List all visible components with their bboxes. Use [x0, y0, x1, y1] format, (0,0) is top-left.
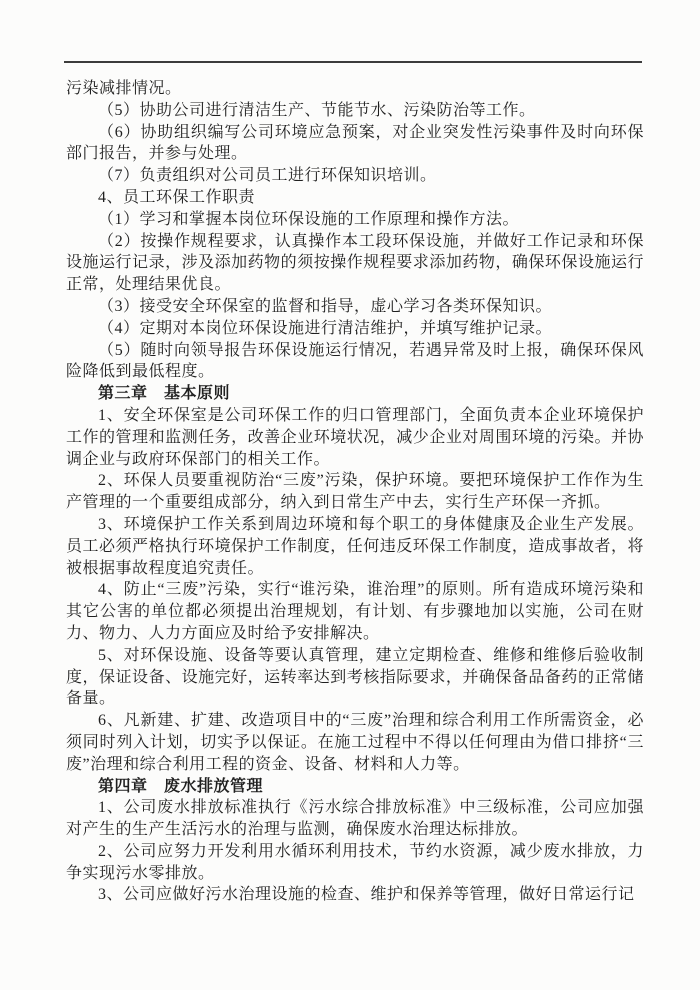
- paragraph: 4、防止“三废”污染，实行“谁污染，谁治理”的原则。所有造成环境污染和其它公害的单位都必须提出治理规划，有计划、有步骤地加以实施，公司在财力、物力、人力方面应及时给予安排解决。: [66, 581, 644, 642]
- chapter-heading: 第三章 基本原则: [98, 385, 231, 403]
- paragraph: （5）协助公司进行清洁生产、节能节水、污染防治等工作。: [98, 101, 536, 119]
- paragraph: 污染减排情况。: [66, 80, 182, 97]
- paragraph: 5、对环保设施、设备等要认真管理，建立定期检查、维修和维修后验收制度，保证设备、设施完好，运转率达到考核指际要求，并确保备品备药的正常储备量。: [66, 646, 644, 708]
- document-body: [66, 78, 644, 906]
- paragraph: （3）接受安全环保室的监督和指导，虚心学习各类环保知识。: [98, 297, 553, 315]
- paragraph: （7）负责组织对公司员工进行环保知识培训。: [98, 167, 437, 185]
- paragraph: （1）学习和掌握本岗位环保设施的工作原理和操作方法。: [98, 210, 520, 228]
- paragraph: （4）定期对本岗位环保设施进行清洁维护，并填写维护记录。: [98, 319, 553, 337]
- paragraph: 1、安全环保室是公司环保工作的归口管理部门，全面负责本企业环境保护工作的管理和监测任务，改善企业环境状况，减少企业对周围环境的污染。并协调企业与政府环保部门的相关工作。: [66, 406, 644, 468]
- paragraph: （2）按操作规程要求，认真操作本工段环保设施，并做好工作记录和环保设施运行记录，涉及添加药物的须按操作规程要求添加药物，确保环保设施运行正常，处理结果优良。: [66, 232, 644, 294]
- paragraph: 2、环保人员要重视防治“三废”污染，保护环境。要把环境保护工作作为生产管理的一个重要组成部分，纳入到日常生产中去，实行生产环保一齐抓。: [66, 472, 644, 512]
- paragraph: 6、凡新建、扩建、改造项目中的“三废”治理和综合利用工作所需资金，必须同时列入计划，切实予以保证。在施工过程中不得以任何理由为借口排挤“三废”治理和综合利用工程的资金、设备、材料和人力等。: [66, 712, 644, 773]
- paragraph: （6）协助组织编写公司环境应急预案，对企业突发性污染事件及时向环保部门报告，并参与处理。: [66, 123, 644, 163]
- paragraph: （5）随时向领导报告环保设施运行情况，若遇异常及时上报，确保环保风险降低到最低程度。: [66, 341, 644, 381]
- paragraph: 2、公司应努力开发利用水循环利用技术，节约水资源，减少废水排放，力争实现污水零排放。: [66, 842, 644, 882]
- paragraph: 1、公司废水排放标准执行《污水综合排放标准》中三级标准，公司应加强对产生的生产生活污水的治理与监测，确保废水治理达标排放。: [66, 799, 644, 839]
- chapter-heading: 第四章 废水排放管理: [98, 777, 264, 795]
- paragraph: 4、员工环保工作职责: [98, 188, 256, 206]
- paragraph: 3、环境保护工作关系到周边环境和每个职工的身体健康及企业生产发展。员工必须严格执行环境保护工作制度，任何违反环保工作制度，造成事故者，将被根据事故程度追究责任。: [66, 515, 644, 577]
- page-header-rule: [64, 61, 642, 63]
- paragraph: 3、公司应做好污水治理设施的检查、维护和保养等管理，做好日常运行记: [98, 886, 635, 904]
